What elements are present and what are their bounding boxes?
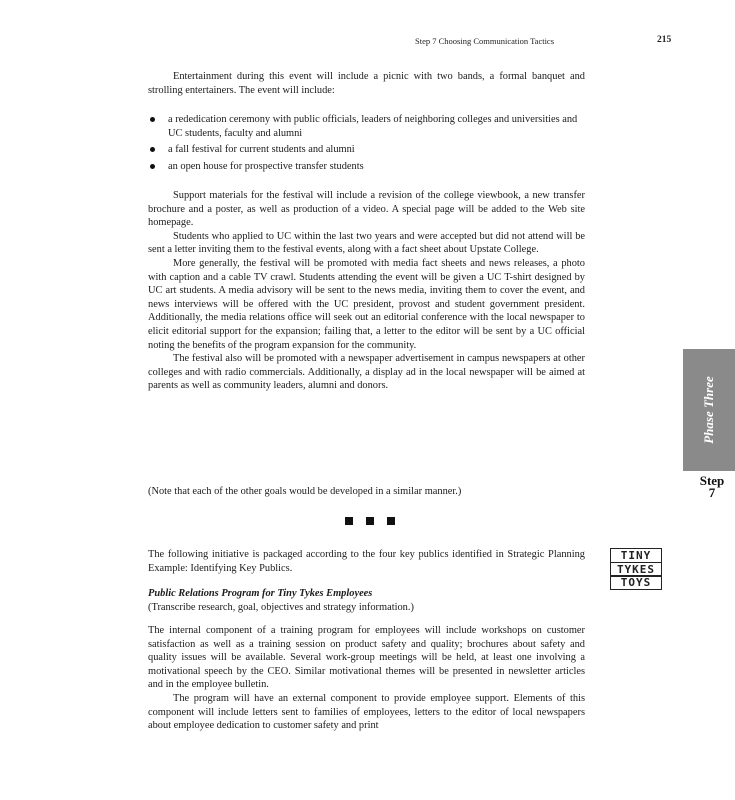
body-paragraph: Students who applied to UC within the last two years and were accepted but did not attend will be sent a letter inviting them to the festival events, along with a fact sheet about Upstate College. <box>148 230 585 256</box>
note-section <box>148 485 585 499</box>
external-paragraph: The program will have an external component to provide employee support. Elements of this component will include letters sent to families of employees, letters to the editor of local newspapers about employee dedication to customer safety and print <box>148 692 585 732</box>
logo-line: TINY <box>610 548 662 563</box>
page-number: 215 <box>657 35 672 45</box>
separator-square-icon <box>366 517 374 525</box>
list-item: a fall festival for current students and alumni <box>148 143 585 157</box>
initiative-intro: The following initiative is packaged according to the four key publics identified in Strategic Planning Example: Identifying Key Publics. <box>148 549 585 574</box>
step-label: Step <box>699 473 725 488</box>
separator-square-icon <box>345 517 353 525</box>
phase-tab <box>683 349 735 471</box>
body-paragraph: The festival also will be promoted with a newspaper advertisement in campus newspapers at other colleges and with radio commercials. Additionally, a display ad in the local newspaper will be aimed at parents as well as community leaders, alumni and donors. <box>148 353 585 392</box>
program-heading-section <box>148 587 585 614</box>
program-title: Public Relations Program for Tiny Tykes Employees <box>148 588 373 599</box>
body-paragraph: Support materials for the festival will include a revision of the college viewbook, a new transfer brochure and a poster, as well as production of a video. A special page will be added to the Web site homepage. <box>148 190 585 229</box>
intro-section <box>148 70 585 97</box>
support-section <box>148 189 585 393</box>
initiative-section <box>148 548 585 575</box>
logo-line: TYKES <box>610 562 662 577</box>
phase-label: Phase Three <box>701 376 716 444</box>
program-instruction: (Transcribe research, goal, objectives and strategy information.) <box>148 601 414 613</box>
running-head: Step 7 Choosing Communication Tactics <box>415 36 555 46</box>
list-item: an open house for prospective transfer students <box>148 160 585 174</box>
list-item: a rededication ceremony with public officials, leaders of neighboring colleges and universities and UC students, faculty and alumni <box>148 113 585 140</box>
logo-line: TOYS <box>610 575 662 590</box>
separator-square-icon <box>387 517 395 525</box>
event-bullet-list <box>148 113 585 176</box>
intro-paragraph: Entertainment during this event will include a picnic with two bands, a formal banquet and strolling entertainers. The event will include: <box>148 71 585 96</box>
section-separator <box>345 517 395 525</box>
body-paragraph: More generally, the festival will be promoted with media fact sheets and news releases, a photo with caption and a cable TV crawl. Students attending the event will be given a UC T-shirt designed by UC art students. A media advisory will be sent to the news media, inviting them to cover the event, and news interviews will be offered with the UC president, provost and student government president. Additionally, the media relations office will seek out an editorial conference with the local newspaper to elicit editorial support for the expansion; failing that, a letter to the editor will be sent by a UC official noting the benefits of the program expansion for the community. <box>148 257 585 351</box>
tiny-tykes-toys-logo <box>610 548 662 589</box>
step-number: 7 <box>708 485 716 500</box>
internal-paragraph: The internal component of a training program for employees will include workshops on customer satisfaction as well as a training session on product safety and quality; brochures about safety and quality issues will be available. Several work-group meetings will be held, at least one involving a motivational speech by the CEO. Similar motivational themes will be presented in newsletter articles and in the employee bulletin. <box>148 625 585 691</box>
step-marker <box>692 475 732 499</box>
program-body-section <box>148 624 585 733</box>
note-paragraph: (Note that each of the other goals would be developed in a similar manner.) <box>148 486 462 497</box>
